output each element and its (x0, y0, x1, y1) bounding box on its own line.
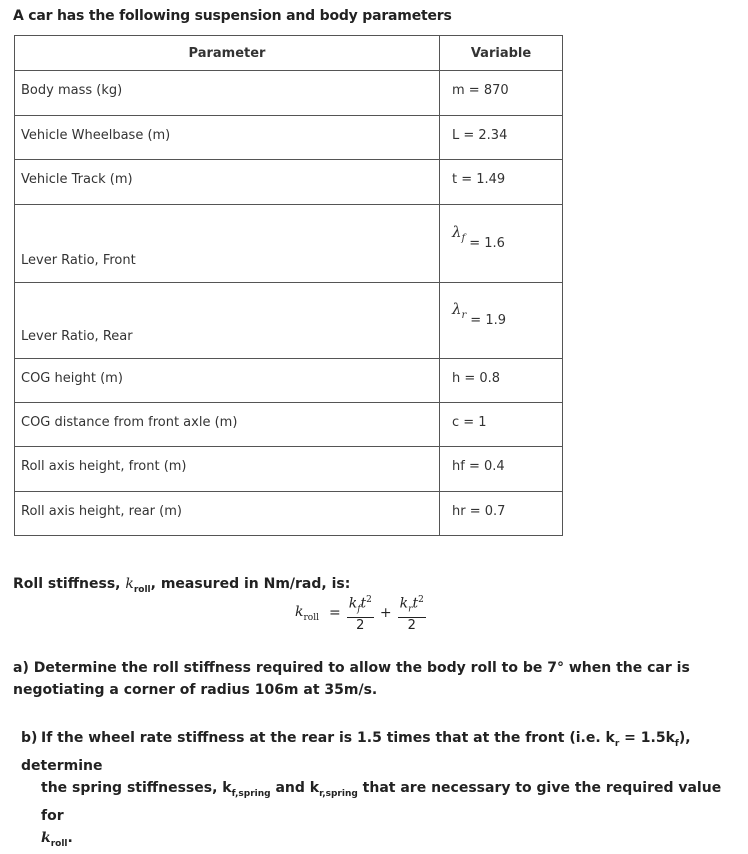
formula-equals: = (328, 605, 341, 622)
row-value: hf = 0.4 (440, 447, 563, 492)
table-row (15, 205, 563, 283)
row-param: Roll axis height, front (m) (15, 447, 440, 492)
row-value: m = 870 (440, 71, 563, 116)
row-value: h = 0.8 (440, 359, 563, 403)
parameters-table (14, 35, 563, 536)
question-b-line1: b) If the wheel rate stiffness at the rear is 1.5 times that at the front (i.e. $k_r = 1.5k_f$), determine (21, 730, 691, 774)
row-param: COG distance from front axle (m) (15, 403, 440, 447)
table-row (15, 116, 563, 160)
row-value: c = 1 (440, 403, 563, 447)
formula-term-front: $\frac{k_ft^2}{2}$ (347, 592, 374, 634)
table-header-row (15, 36, 563, 71)
formula-plus: + (379, 605, 392, 622)
row-param: COG height (m) (15, 359, 440, 403)
row-value: t = 1.49 (440, 160, 563, 205)
lambda-symbol: $\lambda_f$ (452, 223, 466, 244)
row-param: Lever Ratio, Rear (15, 283, 440, 359)
formula-lhs: $k_{roll}$ (295, 603, 319, 623)
table-row (15, 283, 563, 359)
question-a: a) Determine the roll stiffness required to allow the body roll to be 7° when the car is negotiating a corner of radius 106m at 35m/s. (13, 660, 690, 698)
table-row (15, 492, 563, 536)
roll-stiffness-formula (295, 592, 428, 634)
row-value: hr = 0.7 (440, 492, 563, 536)
row-value: $\lambda_r = 1.9$ (440, 283, 563, 359)
table-row (15, 71, 563, 116)
row-param: Lever Ratio, Front (15, 205, 440, 283)
formula-term-rear: $\frac{k_rt^2}{2}$ (398, 592, 426, 634)
table-row (15, 403, 563, 447)
row-param: Vehicle Wheelbase (m) (15, 116, 440, 160)
row-param: Vehicle Track (m) (15, 160, 440, 205)
question-b-line3: $k_{roll}$. (41, 829, 73, 849)
header-parameter: Parameter (15, 36, 440, 71)
row-value: L = 2.34 (440, 116, 563, 160)
row-value: $\lambda_f = 1.6$ (440, 205, 563, 283)
page-heading: A car has the following suspension and body parameters (13, 8, 452, 24)
header-variable: Variable (440, 36, 563, 71)
question-b (21, 727, 741, 854)
table-row (15, 447, 563, 492)
table-row (15, 160, 563, 205)
question-b-line2: the spring stiffnesses, $k_{f,spring}$ and $k_{r,spring}$ that are necessary to give the required value for (41, 779, 722, 824)
lambda-symbol: $\lambda_r$ (452, 300, 467, 321)
row-param: Body mass (kg) (15, 71, 440, 116)
roll-stiffness-intro: Roll stiffness, $k_{roll}$, measured in Nm/rad, is: (13, 576, 351, 595)
table-row (15, 359, 563, 403)
row-param: Roll axis height, rear (m) (15, 492, 440, 536)
